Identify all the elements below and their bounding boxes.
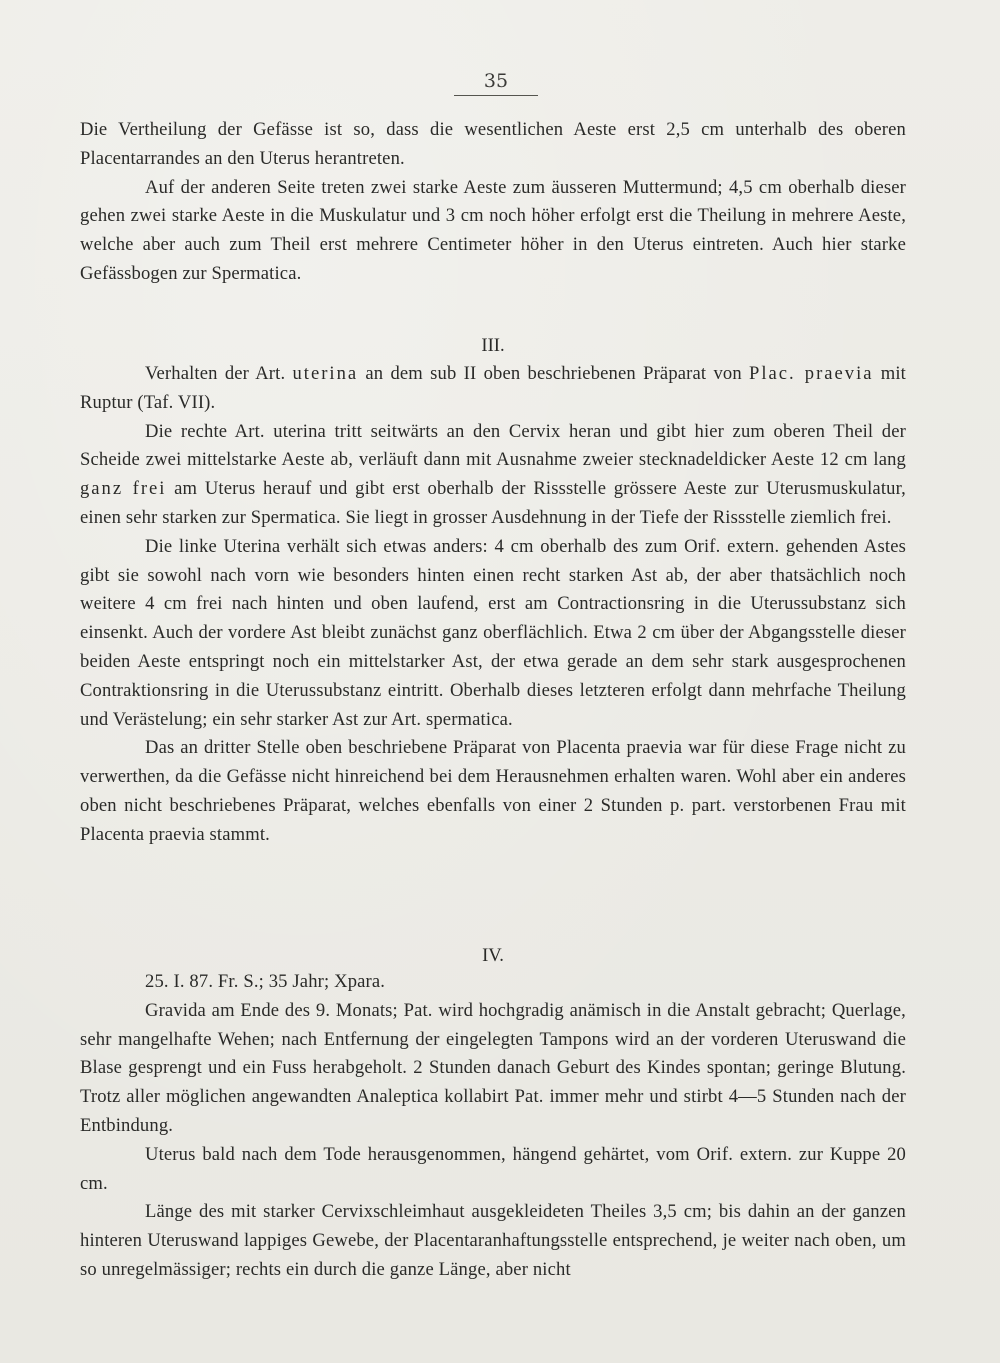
page-number-rule (454, 95, 538, 96)
spaced-term: uterina (292, 363, 359, 384)
section-iv-body (80, 968, 906, 1285)
text-run: am Uterus herauf und gibt erst oberhalb der Rissstelle grössere Aeste zur Uterusmuskulatur, einen sehr starken zur Spermatica. Sie liegt in grosser Ausdehnung in der Tiefe der Rissstelle ziemlich frei. (80, 478, 906, 528)
section-heading-iv: IV. (482, 945, 504, 966)
paragraph: 25. I. 87. Fr. S.; 35 Jahr; Xpara. (145, 971, 386, 992)
section-iii-body (80, 360, 906, 850)
spaced-term: Plac. praevia (749, 363, 874, 384)
paragraph: Die Vertheilung der Gefässe ist so, dass die wesentlichen Aeste erst 2,5 cm unterhalb des oberen Placentarrandes an den Uterus herantreten. (80, 119, 906, 169)
paragraph: Die linke Uterina verhält sich etwas anders: 4 cm oberhalb des zum Orif. extern. gehenden Astes gibt sie sowohl nach vorn wie besonders hinten einen recht starken Ast ab, der aber thatsächlich noch weitere 4 cm frei nach hinten und oben laufend, erst am Contractionsring in die Uterussubstanz sich einsenkt. Auch der vordere Ast bleibt zunächst ganz oberflächlich. Etwa 2 cm über der Abgangsstelle dieser beiden Aeste entspringt noch ein mittelstarker Ast, der etwa gerade an dem sehr stark ausgesprochenen Contraktionsring in die Uterussubstanz eintritt. Oberhalb dieses letzteren erfolgt dann mehrfache Theilung und Verästelung; ein sehr starker Ast zur Art. spermatica. (80, 535, 906, 730)
text-run: Die rechte Art. uterina tritt seitwärts an den Cervix heran und gibt hier zum oberen Theil der Scheide zwei mittelstarke Aeste ab, verläuft dann mit Ausnahme zweier stecknadeldicker Aeste 12 cm lang (80, 420, 906, 471)
paragraph: Länge des mit starker Cervixschleimhaut ausgekleideten Theiles 3,5 cm; bis dahin an der ganzen hinteren Uteruswand lappiges Gewebe, der Placentaranhaftungsstelle entsprechend, je weiter nach oben, um so unregelmässiger; rechts ein durch die ganze Länge, aber nicht (80, 1201, 906, 1280)
paragraph: Gravida am Ende des 9. Monats; Pat. wird hochgradig anämisch in die Anstalt gebracht; Querlage, sehr mangelhafte Wehen; nach Entfernung der eingelegten Tampons wird an der vorderen Uteruswand die Blase gesprengt und ein Fuss herabgeholt. 2 Stunden danach Geburt des Kindes spontan; geringe Blutung. Trotz aller möglichen angewandten Analeptica kollabirt Pat. immer mehr und stirbt 4—5 Stunden nach der Entbindung. (80, 999, 906, 1136)
paragraph: Das an dritter Stelle oben beschriebene Präparat von Placenta praevia war für diese Frage nicht zu verwerthen, da die Gefässe nicht hinreichend bei dem Herausnehmen erhalten waren. Wohl aber ein anderes oben nicht beschriebenes Präparat, welches ebenfalls von einer 2 Stunden p. part. verstorbenen Frau mit Placenta praevia stammt. (80, 737, 906, 845)
paragraph: Auf der anderen Seite treten zwei starke Aeste zum äusseren Muttermund; 4,5 cm oberhalb dieser gehen zwei starke Aeste in die Muskulatur und 3 cm noch höher erfolgt erst die Theilung in mehrere Aeste, welche aber auch zum Theil erst mehrere Centimeter höher in den Uterus eintreten. Auch hier starke Gefässbogen zur Spermatica. (80, 176, 906, 284)
paragraph (80, 418, 906, 533)
text-run: mit Ruptur (Taf. VII). (80, 363, 906, 413)
text-run: Verhalten der Art. (145, 363, 293, 384)
section-heading-iii: III. (481, 335, 505, 356)
text-run: an dem sub II oben beschriebenen Präparat von (358, 363, 750, 384)
paragraph (80, 360, 906, 418)
page-number: 35 (483, 70, 509, 92)
spaced-term: ganz frei (80, 478, 167, 500)
opening-paragraphs (80, 116, 906, 289)
paragraph: Uterus bald nach dem Tode herausgenommen, hängend gehärtet, vom Orif. extern. zur Kuppe 20 cm. (80, 1143, 906, 1194)
